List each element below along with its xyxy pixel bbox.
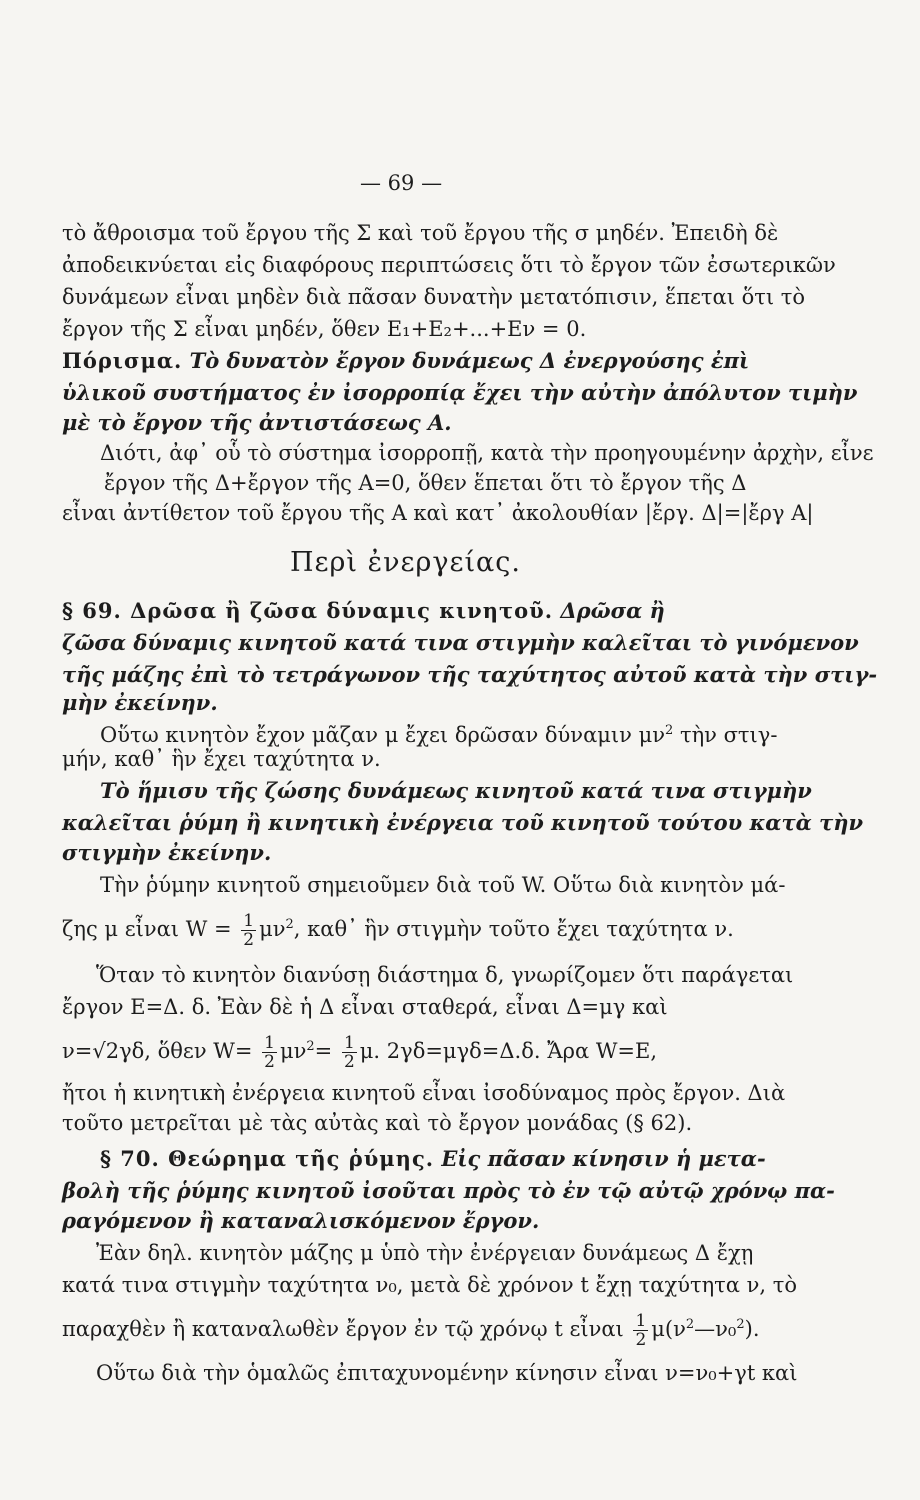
numerator: 1: [243, 911, 255, 931]
text-line: βολὴ τῆς ῥύμης κινητοῦ ἰσοῦται πρὸς τὸ ἐν τῷ αὐτῷ χρόνῳ πα-: [62, 1178, 835, 1203]
fraction: [342, 1034, 357, 1071]
text-line: ὑλικοῦ συστήματος ἐν ἰσορροπίᾳ ἔχει τὴν αὐτὴν ἀπόλυτον τιμὴν: [62, 380, 858, 405]
text-fragment: Οὕτω κινητὸν ἔχον μᾶζαν μ ἔχει δρῶσαν δύναμιν μν: [100, 723, 665, 747]
section-69-text: Δρῶσα ἢ: [553, 598, 665, 623]
text-line: δυνάμεων εἶναι μηδὲν διὰ πᾶσαν δυνατὴν μετατόπισιν, ἕπεται ὅτι τὸ: [62, 285, 806, 309]
corollary-text: Τὸ δυνατὸν ἔργον δυνάμεως Δ ἐνεργούσης ἐπὶ: [182, 348, 750, 373]
text-fragment: —ν₀: [694, 1317, 737, 1341]
superscript: 2: [736, 1317, 745, 1332]
text-fragment: μ(ν: [651, 1317, 686, 1341]
denominator: 2: [343, 1052, 355, 1072]
text-fragment: ζης μ εἶναι W =: [62, 917, 232, 941]
numerator: 1: [264, 1033, 275, 1053]
section-69-line: [62, 598, 665, 624]
text-line: τὸ ἄθροισμα τοῦ ἔργου τῆς Σ καὶ τοῦ ἔργου τῆς σ μηδέν. Ἐπειδὴ δὲ: [62, 221, 779, 245]
denominator: 2: [243, 930, 255, 950]
text-fragment: μν: [259, 917, 286, 941]
text-line: [100, 718, 777, 748]
fraction: [633, 1312, 648, 1349]
section-70-number: § 70.: [100, 1146, 160, 1171]
section-69-number: § 69.: [62, 598, 122, 623]
superscript: 2: [665, 723, 674, 738]
text-line: τοῦτο μετρεῖται μὲ τὰς αὐτὰς καὶ τὸ ἔργον μονάδας (§ 62).: [62, 1111, 693, 1135]
corollary-line: [62, 348, 749, 374]
denominator: 2: [264, 1052, 275, 1072]
fraction: [262, 1034, 277, 1071]
text-line: ραγόμενον ἢ καταναλισκόμενον ἔργον.: [62, 1208, 540, 1233]
text-fragment: τὴν στιγ-: [673, 723, 778, 747]
section-70-text: Εἰς πᾶσαν κίνησιν ἡ μετα-: [434, 1146, 766, 1171]
text-fragment: =: [314, 1039, 333, 1063]
text-line: τῆς μάζης ἐπὶ τὸ τετράγωνον τῆς ταχύτητος αὐτοῦ κατὰ τὴν στιγ-: [62, 662, 878, 687]
text-line: ἔργον τῆς Δ+ἔργον τῆς Α=0, ὅθεν ἕπεται ὅτι τὸ ἔργον τῆς Δ: [104, 471, 747, 495]
text-line: Τὸ ἥμισυ τῆς ζώσης δυνάμεως κινητοῦ κατά τινα στιγμὴν: [100, 778, 812, 803]
text-line: μὲ τὸ ἔργον τῆς ἀντιστάσεως Α.: [62, 410, 452, 435]
text-line: εἶναι ἀντίθετον τοῦ ἔργου τῆς Α καὶ κατ᾽ ἀκολουθίαν |ἔργ. Δ|=|ἔργ Α|: [62, 501, 814, 525]
text-line: ἤτοι ἡ κινητικὴ ἐνέργεια κινητοῦ εἶναι ἰσοδύναμος πρὸς ἔργον. Διὰ: [62, 1081, 786, 1105]
text-line: [62, 912, 734, 949]
numerator: 1: [343, 1033, 355, 1053]
superscript: 2: [685, 1317, 695, 1332]
corollary-label: Πόρισμα.: [62, 348, 183, 373]
text-fragment: ν=√2γδ, ὅθεν W=: [62, 1039, 253, 1063]
text-line: Ὅταν τὸ κινητὸν διανύσῃ διάστημα δ, γνωρίζομεν ὅτι παράγεται: [96, 963, 794, 987]
text-line: μήν, καθ᾽ ἣν ἔχει ταχύτητα ν.: [62, 747, 381, 771]
text-line: στιγμὴν ἐκείνην.: [62, 840, 272, 865]
text-line: ζῶσα δύναμις κινητοῦ κατά τινα στιγμὴν καλεῖται τὸ γινόμενον: [62, 630, 859, 655]
text-line: ἔργον Ε=Δ. δ. Ἐὰν δὲ ἡ Δ εἶναι σταθερά, εἶναι Δ=μγ καὶ: [62, 995, 668, 1019]
page-number: — 69 —: [360, 171, 443, 195]
text-line: Οὕτω διὰ τὴν ὁμαλῶς ἐπιταχυνομένην κίνησιν εἶναι ν=ν₀+γt καὶ: [96, 1361, 798, 1385]
denominator: 2: [635, 1330, 647, 1350]
text-line: Διότι, ἀφ᾽ οὗ τὸ σύστημα ἰσορροπῇ, κατὰ τὴν προηγουμένην ἀρχὴν, εἶνε: [100, 441, 874, 465]
text-fragment: παραχθὲν ἢ καταναλωθὲν ἔργον ἐν τῷ χρόνῳ t εἶναι: [62, 1317, 624, 1341]
section-70-line: [100, 1146, 766, 1172]
text-line: καλεῖται ῥύμη ἢ κινητικὴ ἐνέργεια τοῦ κινητοῦ τούτου κατὰ τὴν: [62, 810, 864, 835]
text-line: [62, 1034, 657, 1071]
section-69-title: Δρῶσα ἢ ζῶσα δύναμις κινητοῦ.: [121, 598, 554, 623]
text-line: ἔργον τῆς Σ εἶναι μηδέν, ὅθεν Ε₁+Ε₂+...+Εν = 0.: [62, 317, 587, 341]
superscript: 2: [285, 917, 294, 932]
section-70-title: Θεώρημα τῆς ῥύμης.: [159, 1146, 435, 1171]
fraction: [241, 912, 256, 949]
text-line: μὴν ἐκείνην.: [62, 690, 218, 715]
superscript: 2: [306, 1039, 315, 1054]
text-fragment: ).: [744, 1317, 760, 1341]
numerator: 1: [635, 1311, 647, 1331]
text-line: Ἐὰν δηλ. κινητὸν μάζης μ ὑπὸ τὴν ἐνέργειαν δυνάμεως Δ ἔχῃ: [96, 1241, 754, 1265]
text-line: Τὴν ῥύμην κινητοῦ σημειοῦμεν διὰ τοῦ W. Οὕτω διὰ κινητὸν μά-: [100, 873, 786, 897]
text-fragment: , καθ᾽ ἣν στιγμὴν τοῦτο ἔχει ταχύτητα ν.: [293, 917, 734, 941]
text-fragment: μν: [279, 1039, 307, 1063]
text-line: ἀποδεικνύεται εἰς διαφόρους περιπτώσεις ὅτι τὸ ἔργον τῶν ἐσωτερικῶν: [62, 253, 836, 277]
text-line: κατά τινα στιγμὴν ταχύτητα ν₀, μετὰ δὲ χρόνον t ἔχῃ ταχύτητα ν, τὸ: [62, 1273, 798, 1297]
section-heading: Περὶ ἐνεργείας.: [290, 547, 521, 578]
text-fragment: μ. 2γδ=μγδ=Δ.δ. Ἄρα W=Ε,: [359, 1039, 658, 1063]
text-line: [62, 1312, 760, 1349]
